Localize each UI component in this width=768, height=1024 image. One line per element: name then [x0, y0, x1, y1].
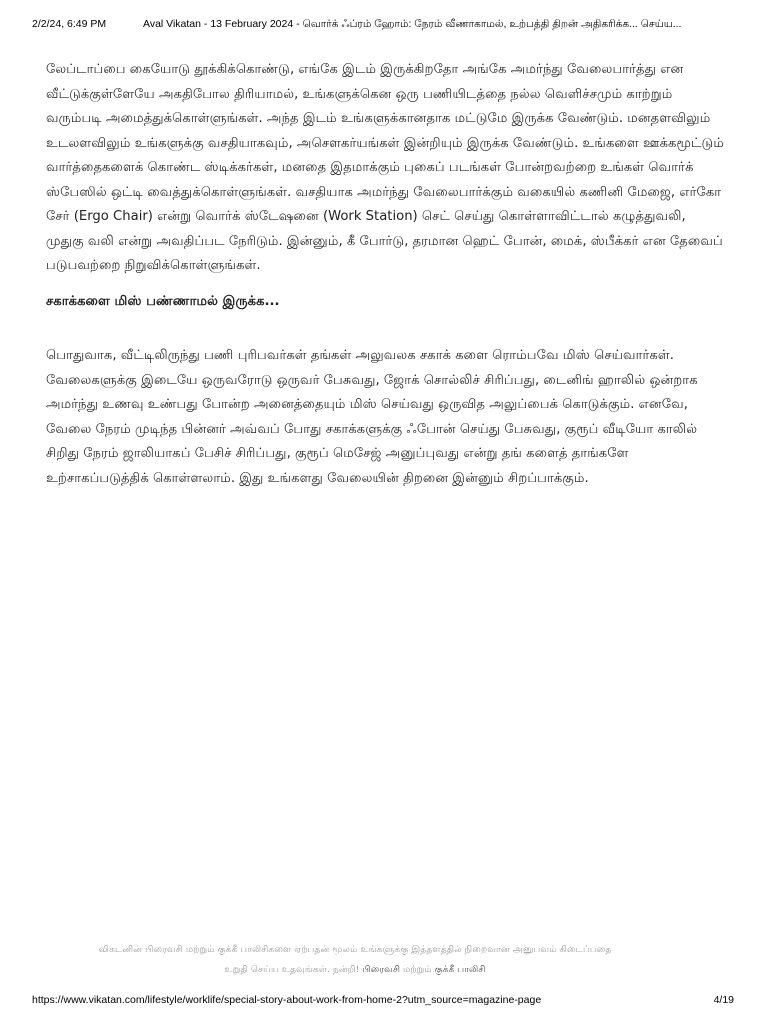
- print-header: [32, 12, 736, 32]
- print-date: 2/2/24, 6:49 PM: [32, 18, 107, 30]
- privacy-policy-link[interactable]: பிரைவசி: [362, 964, 401, 975]
- article-paragraph-workspace: லேப்டாப்பை கையோடு தூக்கிக்கொண்டு, எங்கே இடம் இருக்கிறதோ அங்கே அமர்ந்து வேலைபார்த்து என வீட்டுக்குள்ளேயே அகதிபோல திரியாமல், உங்களுக்கென ஒரு பணியிடத்தை நல்ல வெளிச்சமும் காற்றும் வரும்படி அமைத்துக்கொள்ளுங்கள். அந்த இடம் உங்களுக்கானதாக மட்டுமே இருக்க வேண்டும். மனதளவிலும் உடலளவிலும் உங்களுக்கு வசதியாகவும், அசௌகர்யங்கள் இன்றியும் இருக்க வேண்டும். உங்களை ஊக்கமூட்டும் வார்த்தைகளைக் கொண்ட ஸ்டிக்கர்கள், மனதை இதமாக்கும் புகைப் படங்கள் போன்றவற்றை உங்கள் வொர்க் ஸ்பேஸில் ஒட்டி வைத்துக்கொள்ளுங்கள். வசதியாக அமர்ந்து வேலைபார்க்கும் வகையில் கணினி மேஜை, எர்கோ சேர் (Ergo Chair) என்று வொர்க் ஸ்டேஷனை (Work Station) செட் செய்து கொள்ளாவிட்டால் கழுத்துவலி, முதுகு வலி என்று அவதிப்பட நேரிடும். இன்னும், கீ போர்டு, தரமான ஹெட் போன், மைக், ஸ்பீக்கர் என தேவைப் படுபவற்றை நிறுவிக்கொள்ளுங்கள்.: [46, 62, 724, 273]
- consent-line-2: [40, 960, 670, 980]
- consent-conjunction: மற்றும்: [400, 964, 435, 975]
- page-number: 4/19: [713, 994, 734, 1006]
- consent-text: உறுதி செய்ய உதவுங்கள். நன்றி!: [224, 964, 363, 975]
- article-subheading: சகாக்களை மிஸ் பண்ணாமல் இருக்க...: [46, 293, 280, 309]
- article-body: [46, 58, 726, 491]
- consent-line-1: விகடனின் பிரைவசி மற்றும் குக்கீ பாலிசிகளை ஏற்பதன் மூலம் உங்களுக்கு இத்தளத்தில் நிறைவான அனுபவம் கிடைப்பதை: [98, 944, 612, 955]
- article-paragraph-colleagues: பொதுவாக, வீட்டிலிருந்து பணி புரிபவர்கள் தங்கள் அலுவலக சகாக் களை ரொம்பவே மிஸ் செய்வார்கள். வேலைகளுக்கு இடையே ஒருவரோடு ஒருவர் பேசுவது, ஜோக் சொல்லிச் சிரிப்பது, டைனிங் ஹாலில் ஒன்றாக அமர்ந்து உணவு உண்பது போன்ற அனைத்தையும் மிஸ் செய்வது ஒருவித அலுப்பைக் கொடுக்கும். எனவே, வேலை நேரம் முடிந்த பின்னர் அவ்வப் போது சகாக்களுக்கு ஃபோன் செய்து பேசுவது, குரூப் வீடியோ காலில் சிறிது நேரம் ஜாலியாகப் பேசிச் சிரிப்பது, குரூப் மெசேஜ் அனுப்புவது என்று தங் களைத் தாங்களே உற்சாகப்படுத்திக் கொள்ளலாம். இது உங்களது வேலையின் திறனை இன்னும் சிறப்பாக்கும்.: [46, 348, 698, 486]
- cookie-policy-link[interactable]: குக்கீ பாலிசி: [434, 964, 486, 975]
- print-url: https://www.vikatan.com/lifestyle/worklife/special-story-about-work-from-home-2?utm_source=magazine-page: [32, 994, 542, 1006]
- cookie-consent-banner: [40, 940, 670, 980]
- print-footer: [32, 990, 736, 1010]
- print-page-title: Aval Vikatan - 13 February 2024 - வொர்க் ஃப்ரம் ஹோம்: நேரம் வீணாகாமல், உற்பத்தி திறன் அதிகரிக்க... செய்ய...: [143, 18, 682, 30]
